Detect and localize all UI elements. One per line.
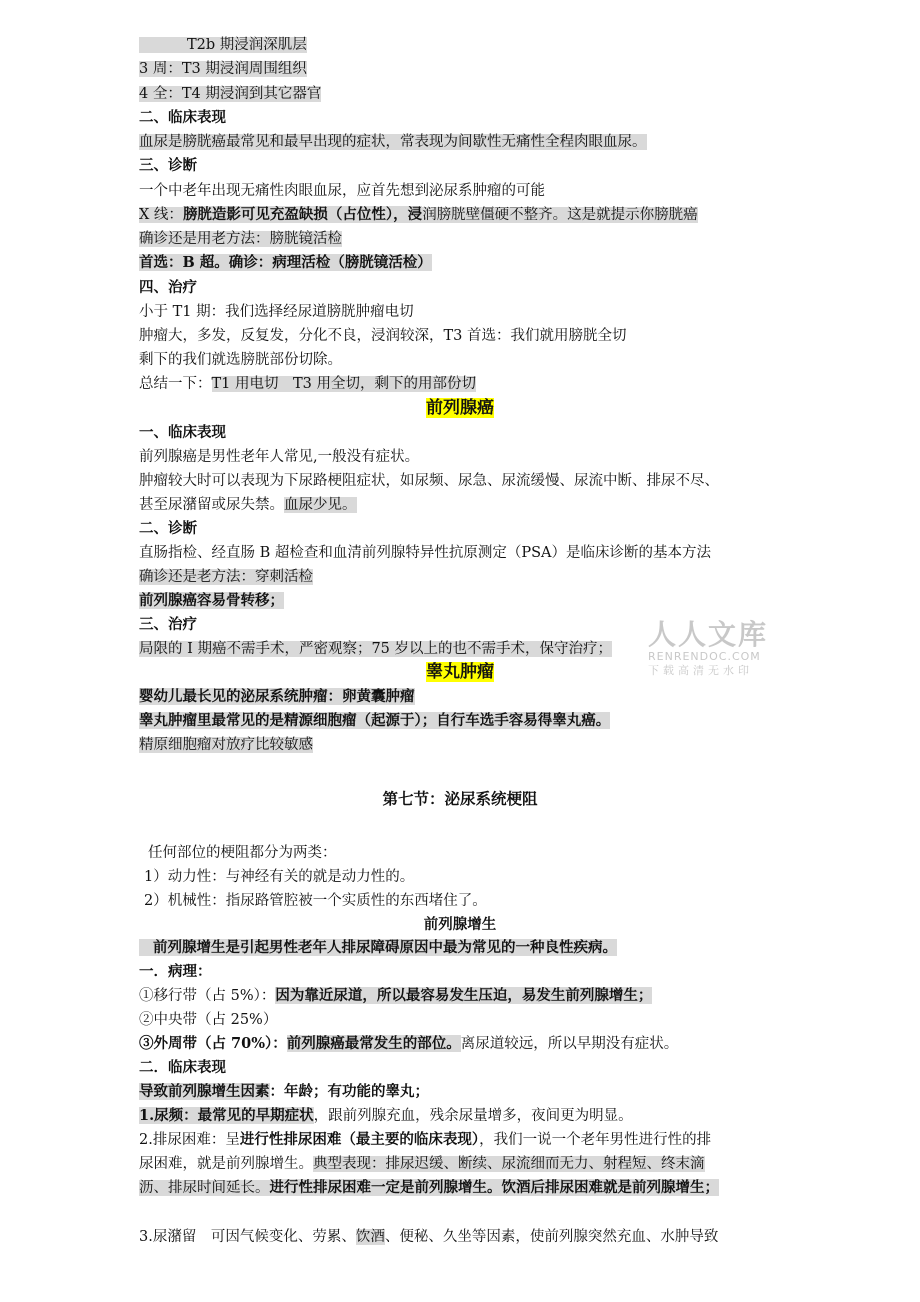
highlighted-text: 精原细胞瘤对放疗比较敏感 [139, 737, 313, 753]
bold-highlighted-text: 进行性排尿困难一定是前列腺增生。饮酒后排尿困难就是前列腺增生； [269, 1179, 719, 1196]
text-line [139, 58, 307, 80]
text-line: 肿瘤大，多发，反复发，分化不良，浸润较深，T3 首选：我们就用膀胱全切 [139, 328, 627, 344]
highlighted-text: X 线： [139, 207, 183, 223]
text-line: 前列腺癌是男性老年人常见,一般没有症状。 [139, 449, 420, 465]
watermark [648, 620, 768, 678]
text-line: 尿困难，就是前列腺增生。典型表现：排尿迟缓、断续、尿流细而无力、射程短、终末滴 [139, 1156, 705, 1172]
text-line [139, 734, 313, 756]
highlighted-text: 局限的 I 期癌不需手术，严密观察；75 岁以上的也不需手术，保守治疗； [139, 641, 613, 657]
text-line: 直肠指检、经直肠 B 超检查和血清前列腺特异性抗原测定（PSA）是临床诊断的基本方法 [139, 545, 712, 561]
watermark-slogan: 下载高清无水印 [648, 664, 753, 677]
highlighted-text: 婴幼儿最长见的泌尿系统肿瘤：卵黄囊肿瘤 [139, 688, 415, 705]
text-line [139, 590, 284, 612]
highlighted-text: 润膀胱壁僵硬不整齐。这是就提示你膀胱癌 [422, 207, 698, 223]
highlighted-text: 睾丸肿瘤里最常见的是精源细胞瘤（起源于）；自行车选手容易得睾丸癌。 [139, 712, 611, 729]
text-line [139, 937, 617, 959]
section-heading: 四、治疗 [139, 279, 197, 296]
text-line: 2）机械性：指尿路管腔被一个实质性的东西堵住了。 [144, 893, 487, 909]
subsection-title: 前列腺增生 [423, 916, 497, 933]
highlighted-text: 血尿少见。 [284, 497, 357, 513]
highlighted-text: 前列腺增生是引起男性老年人排尿障碍原因中最为常见的一种良性疾病。 [139, 939, 617, 956]
text-line: ①移行带（占 5%）：因为靠近尿道，所以最容易发生压迫，易发生前列腺增生； [139, 987, 653, 1004]
highlighted-text: T2b 期浸润深肌层 [139, 37, 307, 53]
section-title: 睾丸肿瘤 [426, 662, 494, 682]
text-line [139, 710, 610, 732]
bold-highlighted-text: 因为靠近尿道，所以最容易发生压迫，易发生前列腺增生； [275, 987, 653, 1004]
text-line: 一个中老年出现无痛性肉眼血尿，应首先想到泌尿系肿瘤的可能 [139, 183, 545, 199]
text-line [139, 252, 432, 274]
bold-highlighted-text: 1.尿频： [139, 1107, 198, 1124]
section-heading: 一、临床表现 [139, 424, 226, 441]
text-line [139, 686, 415, 708]
text-line [139, 131, 647, 153]
text-line: 小于 T1 期：我们选择经尿道膀胱肿瘤电切 [139, 304, 414, 320]
watermark-title: 人人文库 [648, 618, 769, 651]
bold-highlighted-text: 最常见的早期症状 [197, 1107, 314, 1124]
text-line [139, 34, 307, 56]
highlighted-text: 导致前列腺增生因素 [139, 1083, 270, 1100]
section-heading: 二、临床表现 [139, 109, 226, 126]
text-line: ②中央带（占 25%） [139, 1012, 278, 1028]
highlighted-text: 饮酒 [355, 1229, 385, 1245]
text-line: 导致前列腺增生因素：年龄；有功能的睾丸； [139, 1083, 429, 1100]
text-line: 剩下的我们就选膀胱部份切除。 [139, 352, 342, 368]
highlighted-text: 4 全：T4 期浸润到其它器官 [139, 86, 322, 102]
bold-highlighted-text: 前列腺癌最常发生的部位。 [286, 1035, 461, 1052]
highlighted-text: 沥、排尿时间延长。 [139, 1180, 270, 1196]
text-line: 1.尿频：最常见的早期症状，跟前列腺充血，残余尿量增多，夜间更为明显。 [139, 1107, 633, 1124]
text-line [139, 204, 698, 226]
chapter-title: 第七节：泌尿系统梗阻 [382, 789, 538, 808]
highlighted-text: 确诊还是老方法：穿刺活检 [139, 569, 313, 585]
text-line: 甚至尿潴留或尿失禁。血尿少见。 [139, 497, 357, 513]
bold-highlighted-text: 膀胱造影可见充盈缺损（占位性），浸 [182, 206, 423, 223]
section-heading: 一．病理： [139, 963, 212, 980]
highlighted-text: 血尿是膀胱癌最常见和最早出现的症状，常表现为 [139, 134, 458, 150]
text-line: 总结一下：T1 用电切 T3 用全切，剩下的用部份切 [139, 376, 477, 392]
highlighted-text: T1 用电切 T3 用全切，剩下的用部份切 [211, 376, 477, 392]
section-heading: 三、治疗 [139, 616, 197, 633]
text-line: 2.排尿困难：呈进行性排尿困难（最主要的临床表现），我们一说一个老年男性进行性的排 [139, 1131, 712, 1148]
highlighted-text: 确诊还是用老方法：膀胱镜活检 [139, 231, 342, 247]
section-title: 前列腺癌 [426, 398, 494, 418]
text-line [139, 83, 321, 105]
section-heading: 二、诊断 [139, 520, 197, 537]
highlighted-text: 前列腺癌容易骨转移； [139, 592, 284, 609]
text-line: 肿瘤较大时可以表现为下尿路梗阻症状，如尿频、尿急、尿流缓慢、尿流中断、排尿不尽、 [139, 473, 719, 489]
highlighted-text: 典型表现：排尿迟缓、断续、尿流细而无力、射程短、终末滴 [313, 1156, 705, 1172]
text-line: ③外周带（占 70%）：前列腺癌最常发生的部位。离尿道较远，所以早期没有症状。 [139, 1035, 679, 1052]
text-line: 1）动力性：与神经有关的就是动力性的。 [144, 869, 415, 885]
text-line [139, 638, 612, 660]
highlighted-text: 首选：B 超。确诊：病理活检（膀胱镜活检） [139, 254, 432, 271]
text-line: 3.尿潴留 可因气候变化、劳累、饮酒、便秘、久坐等因素，使前列腺突然充血、水肿导致 [139, 1229, 719, 1245]
highlighted-text: 间歇性无痛性全程肉眼血尿。 [458, 134, 647, 150]
watermark-domain: RENRENDOC.COM [648, 650, 761, 663]
text-line [139, 1177, 719, 1199]
text-line [139, 566, 313, 588]
text-line: 任何部位的梗阻都分为两类： [148, 845, 337, 861]
text-line [139, 228, 342, 250]
section-heading: 二．临床表现 [139, 1059, 226, 1076]
section-heading: 三、诊断 [139, 157, 197, 174]
highlighted-text: 3 周：T3 期浸润周围组织 [139, 61, 307, 77]
